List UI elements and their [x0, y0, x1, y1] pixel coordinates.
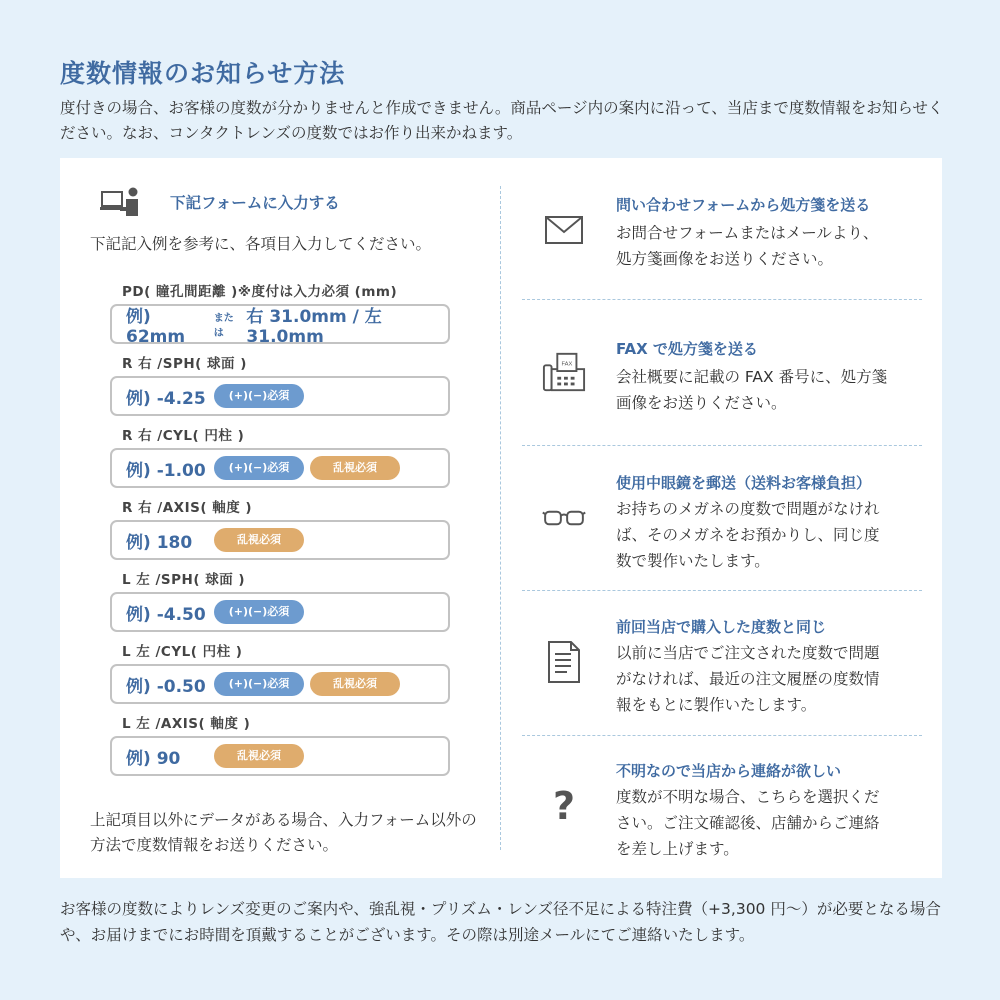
- method-description: [616, 640, 906, 718]
- glasses-icon: [542, 496, 586, 540]
- sign-required-badge: (+)(−)必須: [214, 600, 304, 624]
- field-example-extra: 右 31.0mm / 左 31.0mm: [246, 306, 382, 347]
- method-title: 問い合わせフォームから処方箋を送る: [616, 196, 871, 214]
- field-example-value: 例) -4.50: [126, 604, 206, 625]
- method-description: [616, 364, 906, 416]
- sign-required-badge: (+)(−)必須: [214, 456, 304, 480]
- sign-required-badge: (+)(−)必須: [214, 384, 304, 408]
- method-title: 不明なので当店から連絡が欲しい: [616, 762, 842, 780]
- page-title: 度数情報のお知らせ方法: [60, 59, 346, 88]
- intro-text: 度付きの場合、お客様の度数が分かりませんと作成できません。商品ページ内の案内に沿って、当店まで度数情報をお知らせください。なお、コンタクトレンズの度数ではお作り出来かねます。: [60, 99, 944, 142]
- method-description-line: 以前に当店でご注文された度数で問題: [616, 644, 880, 662]
- method-divider: [522, 299, 922, 300]
- field-example-value: 例) -1.00: [126, 460, 206, 481]
- astigmatism-required-badge: 乱視必須: [310, 672, 400, 696]
- method-divider: [522, 590, 922, 591]
- form-section-footer: 上記項目以外にデータがある場合、入力フォーム以外の方法で度数情報をお送りください。: [90, 811, 477, 854]
- method-divider: [522, 735, 922, 736]
- example-field[interactable]: [110, 736, 450, 776]
- fax-icon: [542, 350, 586, 394]
- method-description-line: 会社概要に記載の FAX 番号に、処方箋: [616, 368, 888, 386]
- method-description-line: お持ちのメガネの度数で問題がなけれ: [616, 500, 880, 518]
- field-label: R 右 /CYL( 円柱 ): [122, 428, 245, 444]
- or-text: または: [213, 313, 234, 339]
- field-label: R 右 /AXIS( 軸度 ): [122, 500, 253, 516]
- example-field[interactable]: [110, 520, 450, 560]
- method-description-line: 度数が不明な場合、こちらを選択くだ: [616, 788, 880, 806]
- example-field[interactable]: [110, 376, 450, 416]
- method-description-line: 処方箋画像をお送りください。: [616, 250, 834, 268]
- method-description-line: を差し上げます。: [616, 840, 739, 858]
- field-label: L 左 /AXIS( 軸度 ): [122, 716, 251, 732]
- astigmatism-required-badge: 乱視必須: [310, 456, 400, 480]
- sign-required-badge: (+)(−)必須: [214, 672, 304, 696]
- method-description-line: がなければ、最近の注文履歴の度数情: [616, 670, 880, 688]
- example-field[interactable]: [110, 664, 450, 704]
- form-section-intro: 下記記入例を参考に、各項目入力してください。: [90, 235, 432, 253]
- method-description: [616, 496, 906, 574]
- method-title: 使用中眼鏡を郵送（送料お客様負担）: [616, 474, 872, 492]
- field-example-value: 例) 62mm: [126, 306, 186, 347]
- column-divider: [500, 186, 501, 850]
- bottom-note: お客様の度数によりレンズ変更のご案内や、強乱視・プリズム・レンズ径不足による特注費（+3,300 円〜）が必要となる場合や、お届けまでにお時間を頂戴することがございます。その際は別途メールにてご連絡いたします。: [60, 900, 941, 944]
- example-field[interactable]: [110, 304, 450, 347]
- field-label: R 右 /SPH( 球面 ): [122, 356, 247, 372]
- field-label: L 左 /SPH( 球面 ): [122, 572, 246, 588]
- method-title: 前回当店で購入した度数と同じ: [616, 618, 827, 636]
- form-section-header: [100, 186, 340, 218]
- method-description-line: 数で製作いたします。: [616, 552, 770, 570]
- method-description-line: お問合せフォームまたはメールより、: [616, 224, 879, 242]
- method-title: FAX で処方箋を送る: [616, 340, 758, 358]
- method-description-line: 報をもとに製作いたします。: [616, 696, 817, 714]
- method-divider: [522, 445, 922, 446]
- method-description: [616, 784, 906, 862]
- svg-text:FAX: FAX: [561, 361, 573, 368]
- example-field[interactable]: [110, 448, 450, 488]
- form-section-title: 下記フォームに入力する: [170, 194, 340, 212]
- field-example-value: 例) 180: [126, 532, 193, 553]
- question-icon: ?: [552, 784, 576, 828]
- example-field[interactable]: [110, 592, 450, 632]
- mail-icon: [542, 208, 586, 252]
- astigmatism-required-badge: 乱視必須: [214, 744, 304, 768]
- astigmatism-required-badge: 乱視必須: [214, 528, 304, 552]
- field-label: PD( 瞳孔間距離 )※度付は入力必須 (mm): [122, 284, 398, 300]
- method-description-line: 画像をお送りください。: [616, 394, 787, 412]
- method-description-line: ば、そのメガネをお預かりし、同じ度: [616, 526, 880, 544]
- field-example-value: 例) -4.25: [126, 388, 206, 409]
- field-example-value: 例) 90: [126, 748, 181, 769]
- document-icon: [542, 640, 586, 684]
- field-label: L 左 /CYL( 円柱 ): [122, 644, 243, 660]
- field-example-value: 例) -0.50: [126, 676, 206, 697]
- method-description-line: さい。ご注文確認後、店舗からご連絡: [616, 814, 880, 832]
- method-description: [616, 220, 906, 272]
- computer-user-icon: [100, 186, 144, 218]
